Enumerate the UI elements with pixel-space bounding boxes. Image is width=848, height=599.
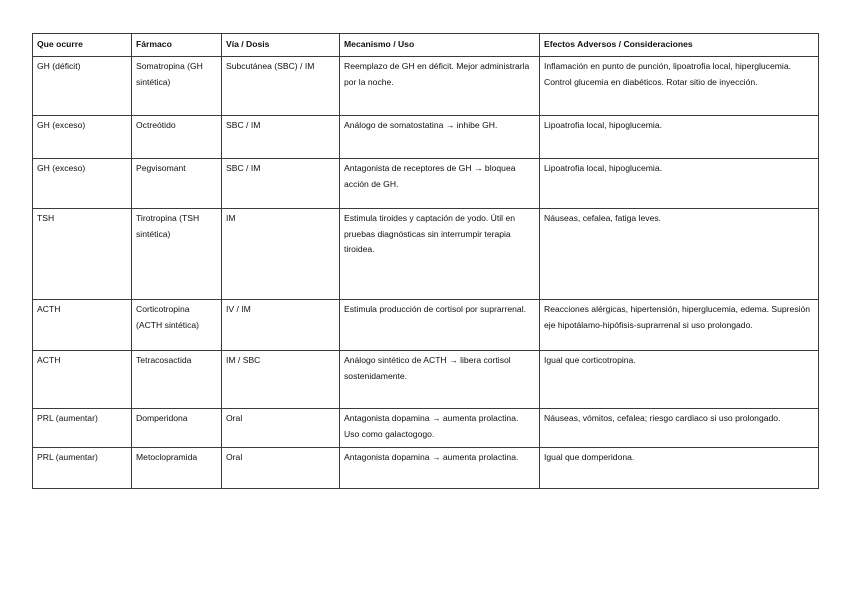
- header-farmaco: Fármaco: [132, 34, 222, 57]
- cell-que-ocurre: GH (exceso): [33, 116, 132, 159]
- cell-farmaco: Domperidona: [132, 409, 222, 448]
- cell-via-dosis: Oral: [222, 409, 340, 448]
- cell-mecanismo-uso: Estimula tiroides y captación de yodo. Útil en pruebas diagnósticas sin interrumpir terapia tiroidea.: [340, 209, 540, 300]
- cell-efectos-adversos: Náuseas, vómitos, cefalea; riesgo cardiaco si uso prolongado.: [540, 409, 819, 448]
- cell-efectos-adversos: Igual que domperidona.: [540, 448, 819, 489]
- cell-farmaco: Corticotropina (ACTH sintética): [132, 300, 222, 351]
- cell-farmaco: Somatropina (GH sintética): [132, 57, 222, 116]
- cell-via-dosis: SBC / IM: [222, 159, 340, 209]
- table-row: [33, 409, 819, 448]
- cell-farmaco: Pegvisomant: [132, 159, 222, 209]
- cell-farmaco: Tetracosactida: [132, 351, 222, 409]
- cell-farmaco: Octreótido: [132, 116, 222, 159]
- table-header-row: [33, 34, 819, 57]
- cell-via-dosis: IM: [222, 209, 340, 300]
- cell-efectos-adversos: Lipoatrofia local, hipoglucemia.: [540, 159, 819, 209]
- cell-via-dosis: IV / IM: [222, 300, 340, 351]
- cell-efectos-adversos: Inflamación en punto de punción, lipoatrofia local, hiperglucemia. Control glucemia en diabéticos. Rotar sitio de inyección.: [540, 57, 819, 116]
- cell-efectos-adversos: Igual que corticotropina.: [540, 351, 819, 409]
- cell-que-ocurre: GH (exceso): [33, 159, 132, 209]
- cell-mecanismo-uso: Antagonista dopamina → aumenta prolactina. Uso como galactogogo.: [340, 409, 540, 448]
- table-row: [33, 159, 819, 209]
- header-via-dosis: Vía / Dosis: [222, 34, 340, 57]
- cell-farmaco: Metoclopramida: [132, 448, 222, 489]
- cell-via-dosis: Subcutánea (SBC) / IM: [222, 57, 340, 116]
- table-row: [33, 116, 819, 159]
- cell-efectos-adversos: Lipoatrofia local, hipoglucemia.: [540, 116, 819, 159]
- cell-que-ocurre: TSH: [33, 209, 132, 300]
- drug-table: [32, 33, 819, 489]
- cell-via-dosis: IM / SBC: [222, 351, 340, 409]
- cell-mecanismo-uso: Análogo de somatostatina → inhibe GH.: [340, 116, 540, 159]
- table-row: [33, 448, 819, 489]
- cell-mecanismo-uso: Antagonista dopamina → aumenta prolactina.: [340, 448, 540, 489]
- header-que-ocurre: Que ocurre: [33, 34, 132, 57]
- table-row: [33, 209, 819, 300]
- cell-que-ocurre: ACTH: [33, 300, 132, 351]
- header-mecanismo-uso: Mecanismo / Uso: [340, 34, 540, 57]
- header-efectos-adversos: Efectos Adversos / Consideraciones: [540, 34, 819, 57]
- cell-mecanismo-uso: Antagonista de receptores de GH → bloquea acción de GH.: [340, 159, 540, 209]
- cell-mecanismo-uso: Reemplazo de GH en déficit. Mejor administrarla por la noche.: [340, 57, 540, 116]
- cell-mecanismo-uso: Análogo sintético de ACTH → libera cortisol sostenidamente.: [340, 351, 540, 409]
- table-row: [33, 351, 819, 409]
- cell-que-ocurre: PRL (aumentar): [33, 448, 132, 489]
- cell-via-dosis: Oral: [222, 448, 340, 489]
- cell-via-dosis: SBC / IM: [222, 116, 340, 159]
- cell-efectos-adversos: Náuseas, cefalea, fatiga leves.: [540, 209, 819, 300]
- cell-que-ocurre: ACTH: [33, 351, 132, 409]
- cell-que-ocurre: PRL (aumentar): [33, 409, 132, 448]
- table-row: [33, 57, 819, 116]
- cell-farmaco: Tirotropina (TSH sintética): [132, 209, 222, 300]
- cell-efectos-adversos: Reacciones alérgicas, hipertensión, hiperglucemia, edema. Supresión eje hipotálamo-hipófisis-suprarrenal si uso prolongado.: [540, 300, 819, 351]
- cell-mecanismo-uso: Estimula producción de cortisol por suprarrenal.: [340, 300, 540, 351]
- table-row: [33, 300, 819, 351]
- cell-que-ocurre: GH (déficit): [33, 57, 132, 116]
